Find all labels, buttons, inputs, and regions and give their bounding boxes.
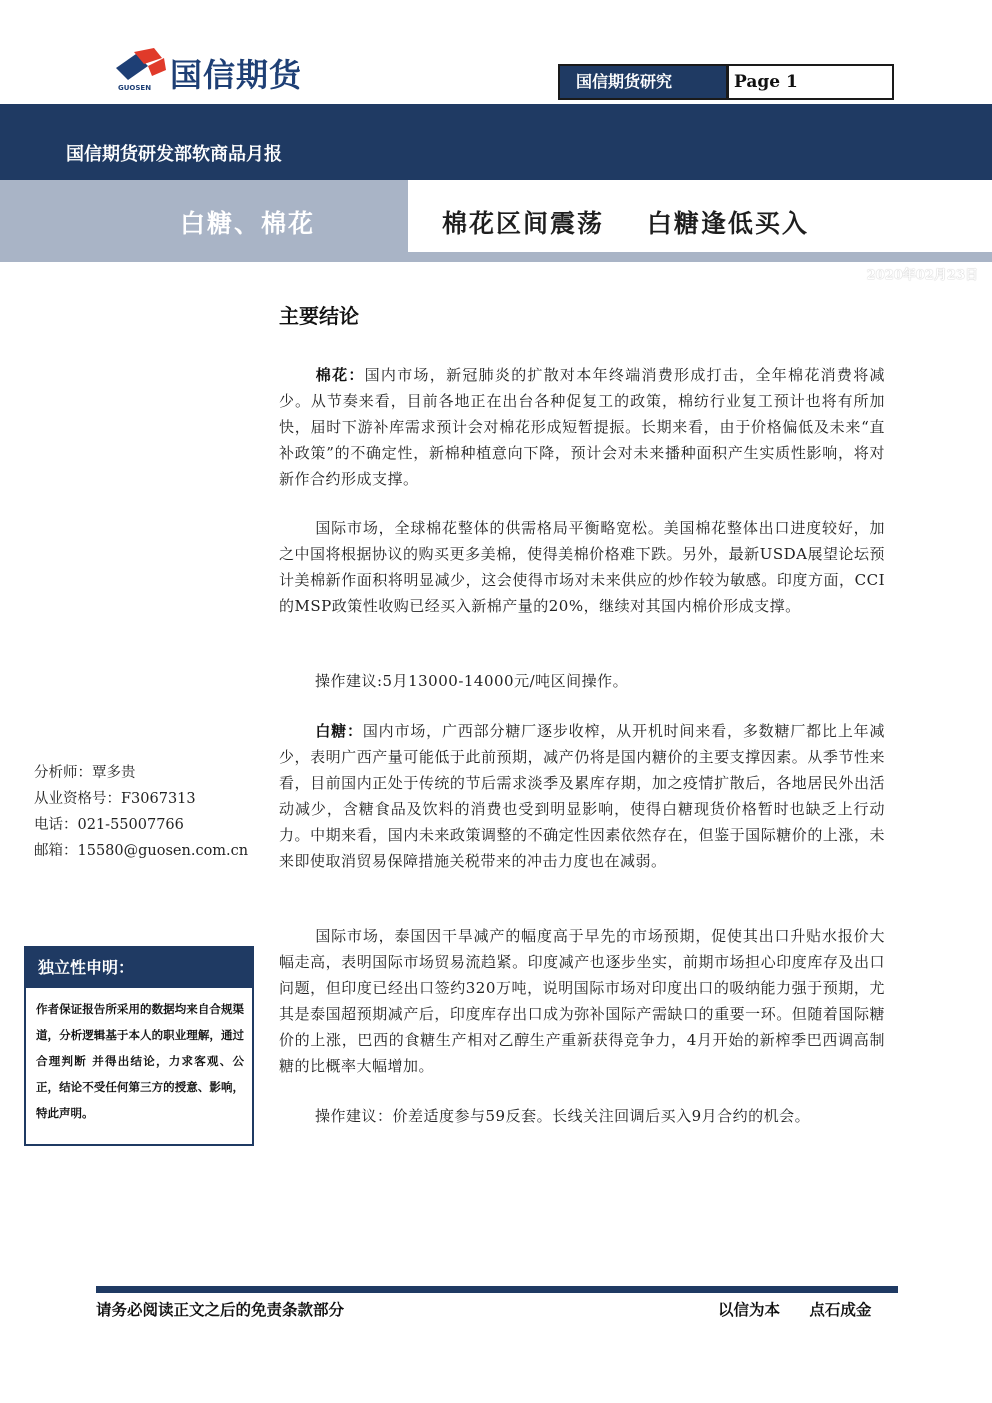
- analyst-phone: 电话：021-55007766: [34, 817, 184, 833]
- cotton-label: 棉花：: [315, 366, 365, 384]
- sugar-paragraph-1: [279, 718, 885, 874]
- sugar-advice: [279, 1103, 885, 1129]
- analyst-license: 从业资格号：F3067313: [34, 791, 196, 807]
- analyst-email: 邮箱：15580@guosen.com.cn: [34, 843, 249, 859]
- report-headline: 棉花区间震荡 白糖逢低买入: [442, 209, 809, 238]
- cotton-paragraph-2: [279, 515, 885, 619]
- analyst-info: [34, 760, 248, 864]
- declaration-body: 作者保证报告所采用的数据均来自合规渠道，分析逻辑基于本人的职业理解，通过合理判断 并得出结论，力求客观、公正，结论不受任何第三方的授意、影响，特此声明。: [36, 1002, 244, 1120]
- report-category: 白糖、棉花: [180, 209, 316, 238]
- page-number: Page 1: [734, 72, 798, 92]
- footer-slogan: 以信为本 点石成金: [718, 1300, 872, 1319]
- cotton-advice: [279, 668, 885, 694]
- date-band: [408, 252, 992, 262]
- cotton-text-1: 国内市场，新冠肺炎的扩散对本年终端消费形成打击，全年棉花消费将减少。从节奏来看，目前各地正在出台各种促复工的政策，棉纺行业复工预计也将有所加快，届时下游补库需求预计会对棉花形成短暂提振。长期来看，由于价格偏低及未来“直补政策”的不确定性，新棉种植意向下降，预计会对未来播种面积产生实质性影响，将对新作合约形成支撑。: [279, 366, 885, 488]
- sugar-label: 白糖：: [315, 722, 363, 740]
- footer-disclaimer: 请务必阅读正文之后的免责条款部分: [96, 1300, 345, 1319]
- research-label: 国信期货研究: [560, 66, 726, 98]
- section-heading: 主要结论: [279, 304, 359, 328]
- sugar-text-2: 国际市场，泰国因干旱减产的幅度高于早先的市场预期，促使其出口升贴水报价大幅走高，表明国际市场贸易流趋紧。印度减产也逐步坐实，前期市场担心印度库存及出口问题，但印度已经出口签约320万吨，说明国际市场对印度出口的吸纳能力强于预期，尤其是泰国超预期减产后，印度库存出口成为弥补国际产需缺口的重要一环。但随着国际糖价的上涨，巴西的食糖生产相对乙醇生产重新获得竞争力，4月开始的新榨季巴西调高制糖的比概率大幅增加。: [279, 927, 885, 1075]
- report-date: 2020年02月23日: [866, 268, 978, 283]
- cotton-text-2: 国际市场，全球棉花整体的供需格局平衡略宽松。美国棉花整体出口进度较好，加之中国将根据协议的购买更多美棉，使得美棉价格难下跌。另外，最新USDA展望论坛预计美棉新作面积将明显减少，这会使得市场对未来供应的炒作较为敏感。印度方面，CCI的MSP政策性收购已经买入新棉产量的20%，继续对其国内棉价形成支撑。: [279, 519, 885, 615]
- declaration-title: 独立性申明：: [26, 948, 252, 988]
- sugar-advice-text: 操作建议：价差适度参与59反套。长线关注回调后买入9月合约的机会。: [315, 1107, 811, 1125]
- report-series-title: 国信期货研发部软商品月报: [66, 144, 282, 165]
- company-logo-text: 国信期货: [170, 56, 303, 94]
- cotton-paragraph-1: [279, 362, 885, 492]
- analyst-name: 分析师：覃多贵: [34, 765, 136, 781]
- sugar-paragraph-2: [279, 923, 885, 1079]
- cotton-advice-text: 操作建议:5月13000-14000元/吨区间操作。: [315, 672, 629, 690]
- guosen-logo-icon: [114, 46, 170, 86]
- footer-divider: [96, 1286, 898, 1293]
- page-box-divider: [726, 66, 729, 98]
- sugar-text-1: 国内市场，广西部分糖厂逐步收榨，从开机时间来看，多数糖厂都比上年减少，表明广西产量可能低于此前预期，减产仍将是国内糖价的主要支撑因素。从季节性来看，目前国内正处于传统的节后需求淡季及累库存期，加之疫情扩散后，各地居民外出活动减少，含糖食品及饮料的消费也受到明显影响，使得白糖现货价格暂时也缺乏上行动力。中期来看，国内未来政策调整的不确定性因素依然存在，但鉴于国际糖价的上涨，未来即使取消贸易保障措施关税带来的冲击力度也在减弱。: [279, 722, 885, 870]
- company-logo-subtext: GUOSEN: [118, 84, 152, 92]
